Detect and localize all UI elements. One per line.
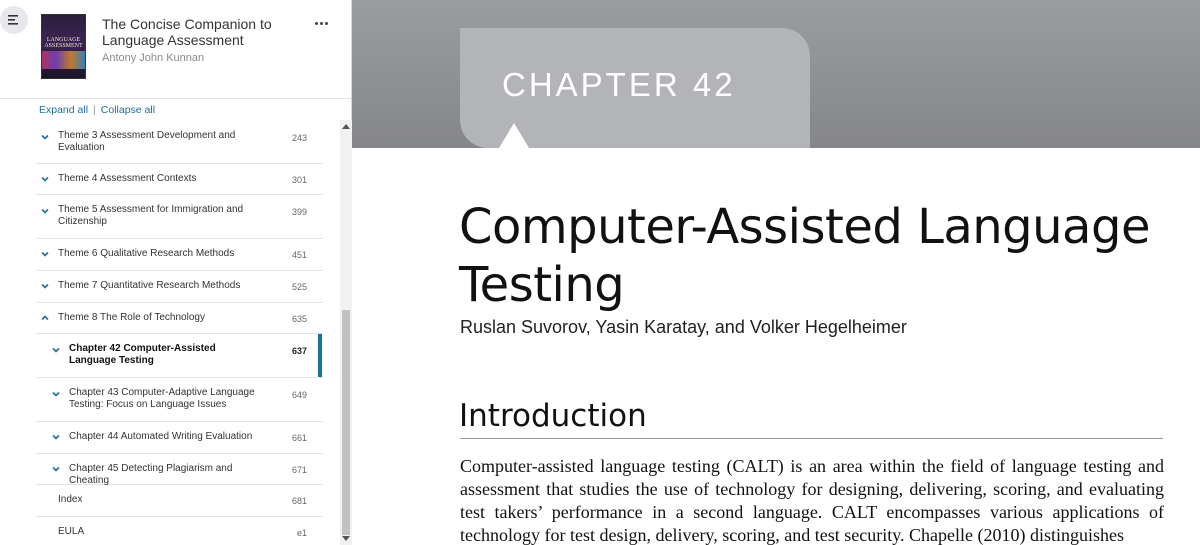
- toc-page: 649: [291, 390, 307, 400]
- body-paragraph: Computer-assisted language testing (CALT) is an area within the field of language testing and assessment that studies the use of technology for designing, delivering, scoring, and evaluating test takers’ performance in a second language. CALT encompasses various applications of technology for test design, delivery, scoring, and test security. Chapelle (2010) distinguishes: [460, 456, 1164, 545]
- collapse-all-link[interactable]: Collapse all: [100, 104, 156, 116]
- chevron-down-icon[interactable]: [40, 249, 50, 259]
- book-cover-title: LANGUAGE ASSESSMENT: [44, 37, 83, 49]
- chapter-authors: Ruslan Suvorov, Yasin Karatay, and Volker Hegelheimer: [460, 317, 907, 337]
- toc-label: Chapter 43 Computer-Adaptive Language Testing: Focus on Language Issues: [69, 387, 255, 410]
- chevron-down-icon[interactable]: [51, 432, 61, 442]
- toc-item-eula[interactable]: [36, 517, 323, 545]
- chevron-down-icon[interactable]: [51, 345, 61, 355]
- chevron-up-icon[interactable]: [40, 313, 50, 323]
- toc-page: 661: [291, 433, 307, 443]
- toc-scrollbar[interactable]: [340, 120, 352, 545]
- chapter-number: CHAPTER 42: [502, 66, 736, 103]
- toc-label: Theme 5 Assessment for Immigration and Citizenship: [58, 204, 244, 227]
- section-divider: [460, 438, 1163, 439]
- toc-label: Theme 7 Quantitative Research Methods: [58, 280, 241, 291]
- toc-sidebar: [0, 0, 352, 545]
- book-author: Antony John Kunnan: [102, 52, 205, 64]
- toc-page: 301: [291, 175, 307, 185]
- table-of-contents: [0, 120, 340, 545]
- toc-item-theme-4[interactable]: [36, 164, 323, 195]
- toc-item-theme-6[interactable]: [36, 239, 323, 271]
- book-cover-image[interactable]: [41, 14, 86, 79]
- toc-page: e1: [296, 528, 307, 538]
- toc-page: 637: [291, 346, 307, 356]
- more-options-icon[interactable]: [312, 14, 330, 32]
- toc-page: 635: [291, 314, 307, 324]
- chapter-banner: [352, 0, 1200, 148]
- toc-item-chapter-44[interactable]: [36, 422, 323, 454]
- book-cover-band: [42, 51, 85, 69]
- scroll-down-icon[interactable]: [342, 536, 350, 541]
- expand-separator: |: [93, 104, 96, 116]
- toc-label: Theme 6 Qualitative Research Methods: [58, 248, 235, 259]
- toc-label: Chapter 45 Detecting Plagiarism and Cheating: [69, 463, 233, 486]
- toc-label: Theme 8 The Role of Technology: [58, 312, 205, 323]
- banner-notch: [499, 123, 529, 148]
- reader-content: [352, 0, 1200, 545]
- chevron-down-icon[interactable]: [51, 464, 61, 474]
- chevron-down-icon[interactable]: [51, 389, 61, 399]
- toc-item-chapter-43[interactable]: [36, 378, 323, 422]
- toc-page: 525: [291, 282, 307, 292]
- toc-page: 243: [291, 133, 307, 143]
- scroll-thumb[interactable]: [342, 310, 350, 535]
- toc-item-theme-3[interactable]: [36, 122, 323, 164]
- expand-collapse-controls: [39, 104, 155, 116]
- divider: [0, 98, 351, 99]
- toc-label: Theme 3 Assessment Development and Evaluation: [58, 130, 236, 153]
- toc-page: 451: [291, 250, 307, 260]
- toc-item-theme-8[interactable]: [36, 303, 323, 334]
- toc-label: Chapter 42 Computer-Assisted Language Testing: [69, 343, 216, 366]
- toc-label: EULA: [58, 526, 85, 537]
- scroll-up-icon[interactable]: [342, 124, 350, 129]
- toc-item-theme-5[interactable]: [36, 195, 323, 239]
- toc-page: 681: [291, 496, 307, 506]
- expand-all-link[interactable]: Expand all: [39, 104, 89, 116]
- toc-page: 399: [291, 207, 307, 217]
- toc-label: Index: [58, 494, 83, 505]
- book-title: The Concise Companion to Language Assessment: [102, 16, 272, 48]
- menu-toggle-button[interactable]: [0, 6, 28, 34]
- toc-item-chapter-45[interactable]: [36, 454, 323, 485]
- toc-label: Chapter 44 Automated Writing Evaluation: [69, 431, 253, 442]
- toc-item-chapter-42[interactable]: [36, 334, 323, 378]
- toc-label: Theme 4 Assessment Contexts: [58, 173, 197, 184]
- toc-item-theme-7[interactable]: [36, 271, 323, 303]
- toc-page: 671: [291, 465, 307, 475]
- chevron-down-icon[interactable]: [40, 281, 50, 291]
- chevron-down-icon[interactable]: [40, 174, 50, 184]
- toc-item-index[interactable]: [36, 485, 323, 517]
- chevron-down-icon[interactable]: [40, 206, 50, 216]
- menu-icon: [8, 15, 20, 25]
- chapter-title: Computer-Assisted Language Testing: [459, 199, 1150, 313]
- chevron-down-icon[interactable]: [40, 132, 50, 142]
- active-indicator: [318, 334, 322, 377]
- section-heading: Introduction: [459, 398, 647, 434]
